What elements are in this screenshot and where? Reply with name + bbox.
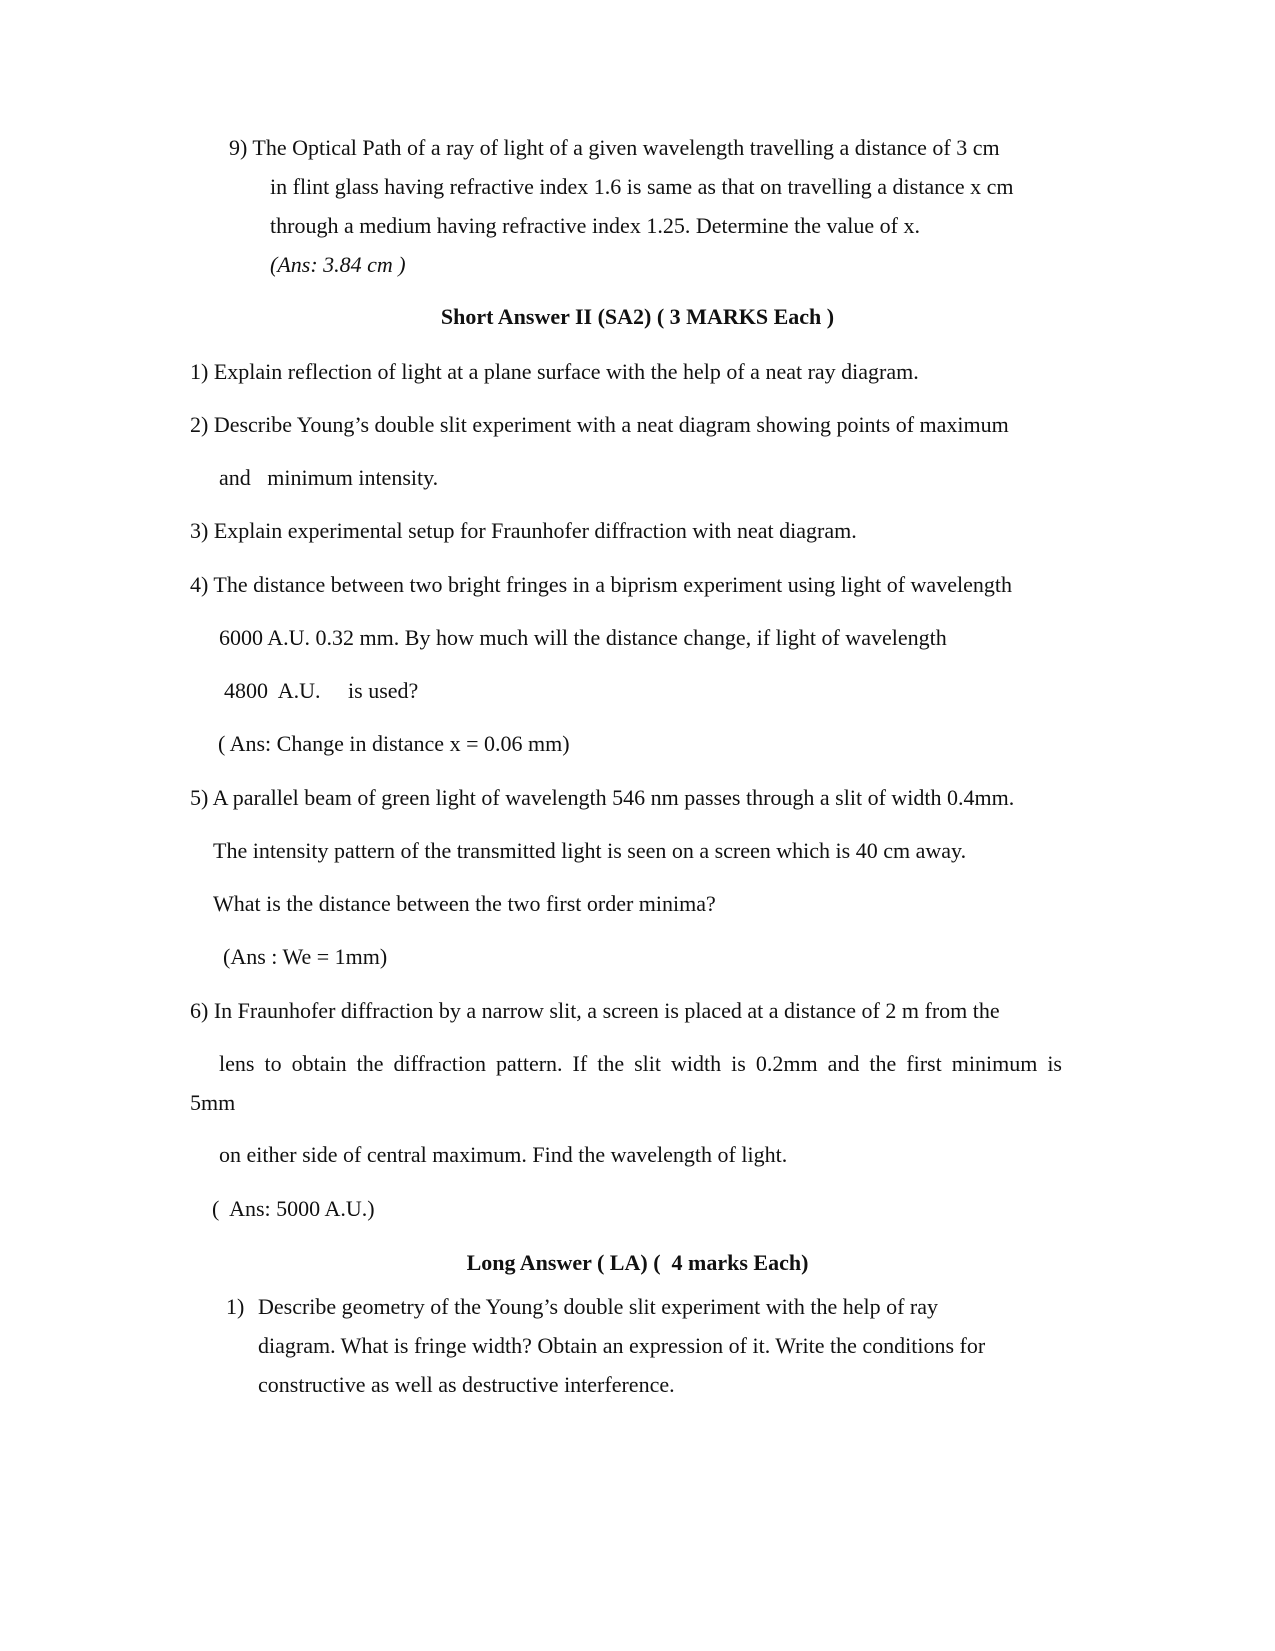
q9-line-2: in flint glass having refractive index 1.6 is same as that on travelling a distance x cm: [270, 174, 1014, 199]
sa2-q4-line-3: 4800 A.U. is used?: [224, 678, 419, 703]
la-q1-line-1: Describe geometry of the Young’s double slit experiment with the help of ray: [258, 1294, 939, 1319]
sa2-q6-line-2: lens to obtain the diffraction pattern. If the slit width is 0.2mm and the first minimum is: [219, 1051, 1062, 1076]
q9-line-1: 9) The Optical Path of a ray of light of a given wavelength travelling a distance of 3 cm: [229, 135, 1000, 160]
sa2-q2-line-2: and minimum intensity.: [219, 465, 439, 490]
sa2-q5-line-2: The intensity pattern of the transmitted light is seen on a screen which is 40 cm away.: [213, 838, 967, 863]
sa2-q4-line-2: 6000 A.U. 0.32 mm. By how much will the distance change, if light of wavelength: [219, 625, 947, 650]
sa2-q6-answer: ( Ans: 5000 A.U.): [212, 1196, 375, 1221]
sa2-q4-answer: ( Ans: Change in distance x = 0.06 mm): [218, 731, 570, 756]
q9-line-3: through a medium having refractive index 1.25. Determine the value of x.: [270, 213, 921, 238]
sa2-q3: 3) Explain experimental setup for Fraunhofer diffraction with neat diagram.: [190, 518, 857, 543]
la-q1-line-3: constructive as well as destructive interference.: [258, 1372, 675, 1397]
sa2-q6-line-3: on either side of central maximum. Find the wavelength of light.: [219, 1142, 788, 1167]
la-q1-line-2: diagram. What is fringe width? Obtain an expression of it. Write the conditions for: [258, 1333, 986, 1358]
sa2-q6-line-1: 6) In Fraunhofer diffraction by a narrow slit, a screen is placed at a distance of 2 m from the: [190, 998, 1000, 1023]
q9-answer: (Ans: 3.84 cm ): [270, 252, 406, 277]
la-heading: Long Answer ( LA) ( 4 marks Each): [466, 1250, 809, 1275]
sa2-q5-line-1: 5) A parallel beam of green light of wavelength 546 nm passes through a slit of width 0.4mm.: [190, 785, 1015, 810]
sa2-q6-line-2-overflow: 5mm: [190, 1090, 236, 1115]
sa2-q5-answer: (Ans : We = 1mm): [223, 944, 388, 969]
sa2-heading: Short Answer II (SA2) ( 3 MARKS Each ): [440, 304, 835, 329]
sa2-q1: 1) Explain reflection of light at a plane surface with the help of a neat ray diagram.: [190, 359, 919, 384]
sa2-q4-line-1: 4) The distance between two bright fringes in a biprism experiment using light of wavelength: [190, 572, 1012, 597]
la-q1-number: 1): [226, 1294, 245, 1319]
sa2-q5-line-3: What is the distance between the two first order minima?: [213, 891, 716, 916]
sa2-q2-line-1: 2) Describe Young’s double slit experiment with a neat diagram showing points of maximum: [190, 412, 1009, 437]
